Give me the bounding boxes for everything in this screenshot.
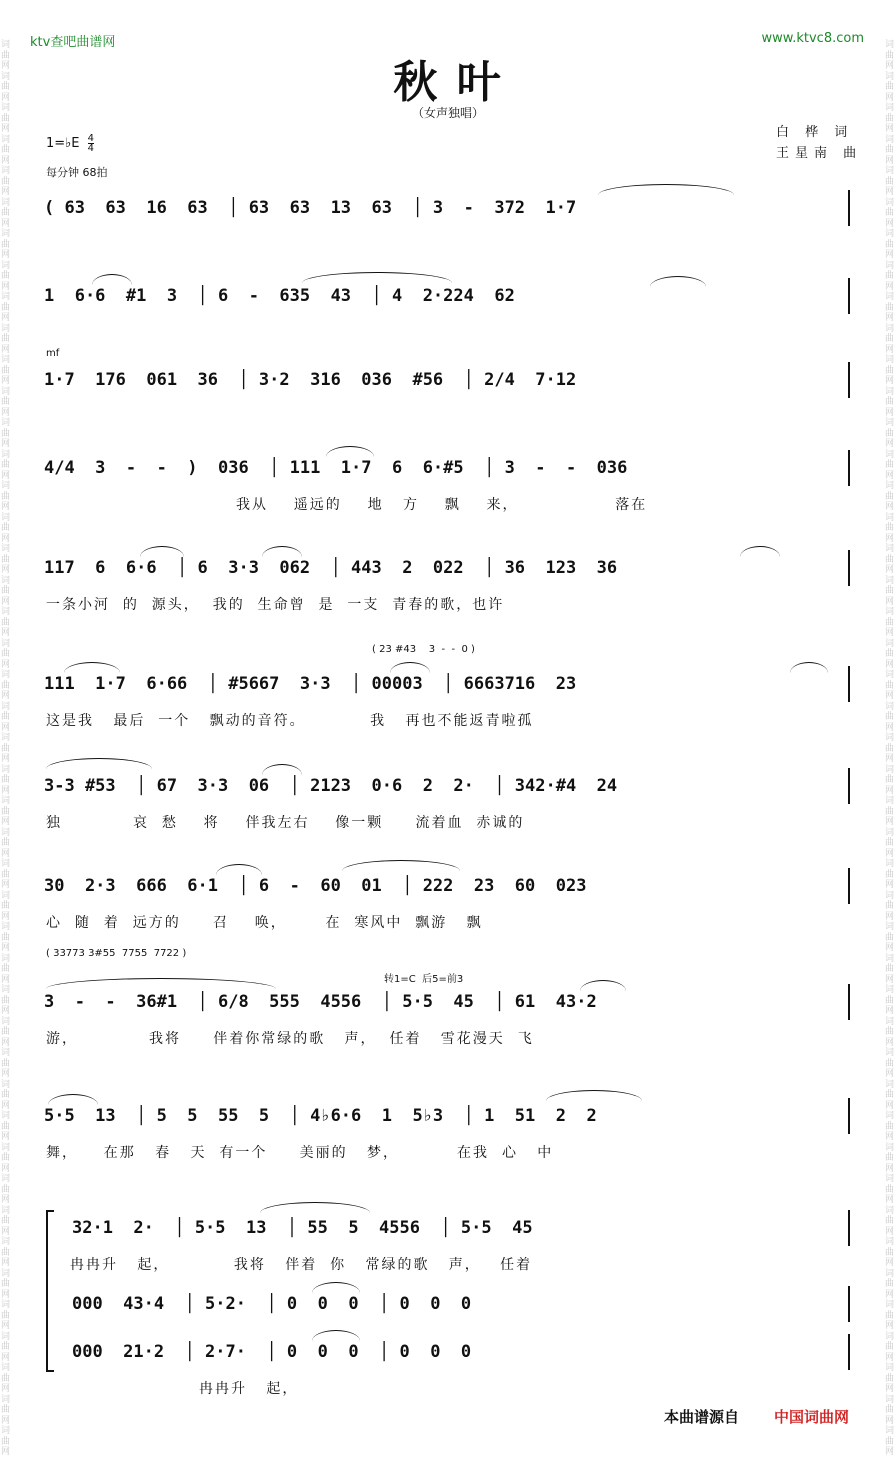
notes-row-2: 1 6·6 #1 3 │ 6 - 635 43 │ 4 2·224 62 <box>44 286 515 306</box>
footer-source-label: 本曲谱源自 <box>664 1408 740 1426</box>
notes-row-8: 30 2·3 666 6·1 │ 6 - 60 01 │ 222 23 60 023 <box>44 876 587 896</box>
lyrics-row-7: 独 哀 愁 将 伴我左右 像一颗 流着血 赤诚的 <box>46 815 525 831</box>
barline <box>848 768 850 804</box>
lyrics-row-5: 一条小河 的 源头， 我的 生命曾 是 一支 青春的歌，也许 <box>46 597 505 613</box>
barline <box>848 1334 850 1370</box>
time-signature <box>88 134 94 153</box>
score-row-8 <box>0 868 896 978</box>
notes-row-10: 5·5 13 │ 5 5 55 5 │ 4♭6·6 1 5♭3 │ 1 51 2 2 <box>44 1106 597 1126</box>
score-row-9 <box>0 948 896 1094</box>
notes-row-5: 117 6 6·6 │ 6 3·3 062 │ 443 2 022 │ 36 123 36 <box>44 558 618 578</box>
barline <box>848 984 850 1020</box>
side-watermark-left: 词曲网词曲网词曲网词曲网词曲网词曲网词曲网词曲网词曲网词曲网词曲网词曲网词曲网词曲网词曲网词曲网词曲网词曲网词曲网词曲网词曲网词曲网词曲网词曲网词曲网词曲网词曲网词曲网词曲网词曲网词曲网词曲网词曲网词曲网词曲网词曲网词曲网词曲网词曲网词曲网词曲网词曲网词曲网词曲网词曲网 <box>1 40 11 1457</box>
score-row-13 <box>0 1334 896 1444</box>
slur-mark <box>48 1094 98 1105</box>
lyricist-credit: 白 桦 词 <box>776 125 854 140</box>
score-row-10 <box>0 1098 896 1208</box>
slur-mark <box>64 662 120 673</box>
notes-row-9: 3 - - 36#1 │ 6/8 555 4556 │ 5·5 45 │ 61 43·2 <box>44 992 597 1012</box>
notes-row-4: 4/4 3 - - ) 036 │ 111 1·7 6 6·#5 │ 3 - - 036 <box>44 458 628 478</box>
lyrics-row-8: 心 随 着 远方的 召 唤， 在 寒风中 飘游 飘 <box>46 915 483 931</box>
side-watermark-right: 词曲网词曲网词曲网词曲网词曲网词曲网词曲网词曲网词曲网词曲网词曲网词曲网词曲网词曲网词曲网词曲网词曲网词曲网词曲网词曲网词曲网词曲网词曲网词曲网词曲网词曲网词曲网词曲网词曲网词曲网词曲网词曲网词曲网词曲网词曲网词曲网词曲网词曲网词曲网词曲网词曲网词曲网词曲网词曲网词曲网 <box>885 40 895 1457</box>
song-title: 秋 叶 <box>393 57 503 108</box>
barline <box>848 190 850 226</box>
lyrics-row-6: 这是我 最后 一个 飘动的音符。 我 再也不能返青啦孤 <box>46 713 534 729</box>
tie-mark <box>46 978 276 989</box>
song-subtitle: （女声独唱） <box>411 106 484 120</box>
score-row-4 <box>0 450 896 560</box>
tie-mark <box>598 184 734 195</box>
notes-row-11: 32·1 2· │ 5·5 13 │ 55 5 4556 │ 5·5 45 <box>72 1218 533 1238</box>
score-row-6 <box>0 644 896 776</box>
header-site-right[interactable]: www.ktvc8.com <box>761 31 864 46</box>
barline <box>848 550 850 586</box>
ossia-annotation: ( 23 #43 3 - - 0 ) <box>372 644 475 655</box>
header-site-left[interactable]: ktv查吧曲谱网 <box>30 35 116 50</box>
slur-mark <box>790 662 828 673</box>
barline <box>848 1098 850 1134</box>
footer-site-link[interactable]: 中国词曲网 <box>774 1408 850 1426</box>
key-text: 1=♭E <box>46 136 80 151</box>
barline <box>848 362 850 398</box>
notes-row-6: 111 1·7 6·66 │ #5667 3·3 │ 00003 │ 6663716 23 <box>44 674 577 694</box>
composer-credit: 王星南 曲 <box>776 146 863 161</box>
barline <box>848 1210 850 1246</box>
slur-mark <box>650 276 706 287</box>
barline <box>848 666 850 702</box>
notes-row-3: 1·7 176 061 36 │ 3·2 316 036 #56 │ 2/4 7·12 <box>44 370 577 390</box>
notes-row-12: 000 43·4 │ 5·2· │ 0 0 0 │ 0 0 0 <box>72 1294 472 1314</box>
time-bottom: 4 <box>87 143 95 154</box>
slur-mark <box>580 980 626 991</box>
lyrics-row-10: 舞， 在那 春 天 有一个 美丽的 梦， 在我 心 中 <box>46 1145 554 1161</box>
notes-row-13: 000 21·2 │ 2·7· │ 0 0 0 │ 0 0 0 <box>72 1342 472 1362</box>
time-top: 4 <box>87 133 95 144</box>
barline <box>848 450 850 486</box>
lyrics-row-11: 冉冉升 起， 我将 伴着 你 常绿的歌 声， 任着 <box>70 1257 533 1273</box>
slur-mark <box>390 662 430 673</box>
key-change-annotation: 转1=C 后5=前3 <box>384 974 464 985</box>
lyrics-row-13: 冉冉升 起， <box>70 1381 299 1397</box>
score-row-7 <box>0 768 896 878</box>
ossia-annotation: ( 33773 3#55 7755 7722 ) <box>46 948 187 959</box>
key-signature <box>46 134 94 153</box>
lyrics-row-4: 我从 遥远的 地 方 飘 来， 落在 <box>236 497 648 513</box>
notes-row-7: 3-3 #53 │ 67 3·3 06 │ 2123 0·6 2 2· │ 342·#4 24 <box>44 776 618 796</box>
lyrics-row-9: 游， 我将 伴着你常绿的歌 声， 任着 雪花漫天 飞 <box>46 1031 534 1047</box>
barline <box>848 868 850 904</box>
tempo-marking: 每分钟 68拍 <box>46 166 108 179</box>
notes-row-1: ( 63 63 16 63 │ 63 63 13 63 │ 3 - 372 1·7 <box>44 198 577 218</box>
barline <box>848 1286 850 1322</box>
dynamic-marking: mf <box>46 348 60 359</box>
barline <box>848 278 850 314</box>
